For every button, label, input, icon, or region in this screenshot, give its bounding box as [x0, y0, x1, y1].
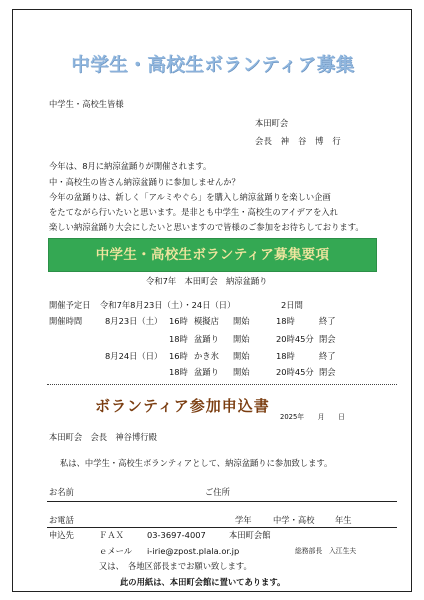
schedule-task: 盆踊り [194, 367, 219, 377]
schedule-end-verb: 閉会 [319, 334, 336, 344]
phone-label: お電話 [49, 515, 74, 525]
schedule-end-time: 20時45分 [276, 334, 314, 344]
statement: 私は、中学生・高校生ボランティアとして、納涼盆踊りに参加致します。 [60, 458, 333, 468]
schedule-label: 開催時間 [49, 316, 83, 326]
event-subtitle: 令和7年 本田町会 納涼盆踊り [146, 276, 268, 286]
schedule-task: 模擬店 [194, 316, 219, 326]
schedule-verb: 開始 [233, 351, 250, 361]
fax-number: 03-3697-4007 [147, 530, 206, 540]
year-label: 年生 [335, 515, 352, 525]
schedule-note: 2日間 [281, 300, 303, 310]
fax-org: 本田町会館 [229, 530, 271, 540]
schedule-task: かき氷 [194, 351, 219, 361]
body-line: 楽しい納涼盆踊り大会にしたいと思いますので皆様のご参加をお待ちしております。 [49, 222, 364, 232]
schedule-verb: 開始 [233, 367, 250, 377]
schedule-end-time: 18時 [276, 351, 295, 361]
schedule-end-verb: 終了 [319, 316, 336, 326]
banner-label: 中学生・高校生ボランティア募集要項 [95, 247, 330, 263]
body-line: 今年は、8月に納涼盆踊りが開催されます。 [49, 161, 212, 171]
schedule-task: 盆踊り [194, 334, 219, 344]
grade-label: 学年 [235, 515, 252, 525]
schedule-date: 8月24日（日） [105, 351, 163, 361]
schedule-verb: 開始 [233, 316, 250, 326]
name-address-line[interactable] [47, 501, 397, 502]
footer-note: 此の用紙は、本田町会館に置いてあります。 [120, 577, 286, 587]
schedule-date: 8月23日（土） [105, 316, 163, 326]
schedule-end-time: 20時45分 [276, 367, 314, 377]
schedule-label: 開催予定日 [49, 300, 91, 310]
schedule-time: 18時 [169, 367, 188, 377]
schedule-dates: 令和7年8月23日（土）・24日（日） [100, 300, 236, 310]
application-date: 2025年 月 日 [280, 413, 345, 421]
schedule-end-time: 18時 [276, 316, 295, 326]
schedule-verb: 開始 [233, 334, 250, 344]
body-line: をたてながら行いたいと思います。是非とも中学生・高校生のアイデアを入れ [49, 207, 338, 217]
cut-line [47, 384, 397, 385]
fax-label: ＦＡＸ [99, 530, 124, 540]
schedule-time: 16時 [169, 316, 188, 326]
contact-person: 総務部長 入江生夫 [295, 547, 357, 555]
school-type: 中学・高校 [273, 515, 315, 525]
addressee: 本田町会 会長 神谷博行殿 [49, 432, 157, 442]
email-address[interactable]: i-irie@zpost.plala.or.jp [147, 546, 240, 556]
sender-name: 会長 神 谷 博 行 [255, 136, 341, 146]
schedule-end-verb: 終了 [319, 351, 336, 361]
submit-label: 申込先 [49, 530, 74, 540]
schedule-time: 18時 [169, 334, 188, 344]
address-label: ご住所 [205, 487, 230, 497]
schedule-end-verb: 閉会 [319, 367, 336, 377]
salutation: 中学生・高校生皆様 [49, 99, 124, 109]
flyer-page [12, 9, 412, 592]
email-label: ｅメール [99, 546, 133, 556]
page-title: 中学生・高校生ボランティア募集 [71, 55, 355, 76]
application-title: ボランティア参加申込書 [95, 397, 270, 415]
recruitment-banner [48, 238, 377, 272]
phone-line[interactable] [47, 527, 397, 528]
sender-org: 本田町会 [255, 118, 289, 128]
name-label: お名前 [49, 487, 74, 497]
schedule-time: 16時 [169, 351, 188, 361]
body-line: 今年の盆踊りは、新しく「アルミやぐら」を購入し納涼盆踊りを楽しい企画 [49, 192, 331, 202]
body-line: 中・高校生の皆さん納涼盆踊りに参加しませんか？ [49, 177, 240, 187]
alt-contact: 又は、 各地区部長までお願い致します。 [99, 561, 252, 571]
